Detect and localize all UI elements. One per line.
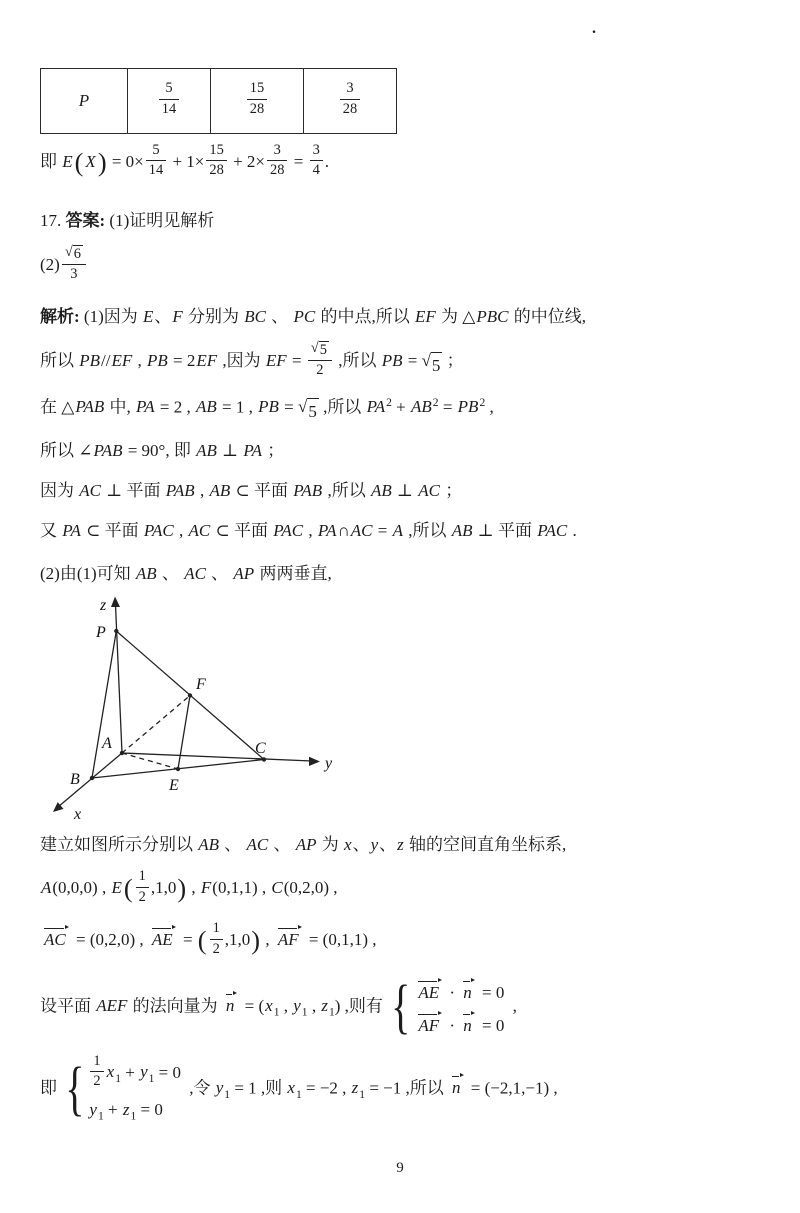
expectation-formula-line: 即 E( X) = 0× $\frac{5}{14}$ + 1× $\frac{15}{28}$ + 2× $\frac{3}{28}$ = $\frac{3}{4}$ .	[40, 142, 330, 179]
vertex-dot-f	[188, 693, 192, 697]
math-vector: n	[225, 991, 238, 1016]
vertex-dot-c	[262, 757, 266, 761]
math-vector: AC	[43, 925, 69, 950]
dashed-af	[122, 696, 190, 754]
coordinate-system-line: 建立如图所示分别以 AB 、 AC 、 AP 为 x、y、z 轴的空间直角坐标系,	[40, 835, 567, 855]
math-fraction: $\frac{5}{14}$	[159, 80, 179, 118]
label-point-c: C	[255, 740, 266, 758]
y-arrowhead	[309, 757, 320, 766]
math-fraction: $\frac{3}{28}$	[267, 142, 287, 180]
vertex-dot-a	[120, 751, 124, 755]
page-number: 9	[396, 1160, 404, 1176]
math-vector: AF	[417, 1011, 442, 1036]
table-row	[41, 69, 397, 134]
geometry-diagram	[42, 593, 372, 828]
math-fraction: $\frac{15}{28}$	[206, 142, 226, 180]
label-point-a: A	[102, 735, 112, 753]
probability-table	[40, 68, 397, 134]
table-cell-2	[211, 69, 304, 134]
y-axis	[122, 753, 312, 761]
math-fraction: √ $\frac{5}{2}$	[308, 340, 332, 380]
table-cell-3	[304, 69, 397, 134]
label-x-axis: x	[74, 806, 82, 824]
variable-p: P	[78, 91, 90, 110]
math-fraction: $\frac{1}{2}$	[210, 920, 223, 958]
math-vector: n	[462, 1011, 475, 1036]
angle-pab-line: 所以 ∠PAB = 90°, 即 AB ⊥ PA ；	[40, 440, 285, 460]
math-sqrt: √ 5	[422, 352, 443, 379]
math-fraction: $\frac{5}{14}$	[146, 142, 166, 180]
math-fraction: √ $\frac{6}{3}$	[62, 244, 86, 284]
math-sqrt: √ 6	[65, 245, 83, 263]
table-header-cell	[41, 69, 128, 134]
math-cases: { $\frac{1}{2}$ $x_1 + y_1 = 0$ $y_1 + z_1 = 0$	[65, 1055, 181, 1124]
segment-fe	[178, 696, 190, 770]
math-cases: { AE · n = 0 AF · n = 0	[391, 978, 504, 1037]
vector-coordinates-line: AC = (0,2,0) , AE = ( $\frac{1}{2}$ ,1,0) , AF = (0,1,1) ,	[44, 920, 377, 957]
normal-vector-line: 设平面 AEF 的法向量为 $n = (x_1$ , $y_1$ , $z_1$) ,则有 { AE · n = 0 AF · n = 0 ,	[40, 978, 760, 1037]
math-fraction: $\frac{3}{4}$	[310, 142, 323, 180]
label-z-axis: z	[100, 597, 107, 615]
table-cell-1	[128, 69, 211, 134]
vertex-dot-e	[176, 767, 180, 771]
label-point-b: B	[70, 771, 80, 789]
math-vector: AF	[277, 925, 302, 950]
vertex-dot-p	[114, 629, 118, 633]
label-point-p: P	[96, 624, 106, 642]
math-vector: AE	[417, 978, 442, 1003]
math-fraction: { $\frac{1}{2}$	[90, 1053, 103, 1091]
math-sqrt: √ 5	[298, 398, 319, 425]
x-axis	[58, 753, 122, 807]
math-fraction: $\frac{15}{28}$	[247, 80, 267, 118]
math-vector: AE	[151, 925, 176, 950]
analysis-midline-line: 解析: (1)因为 E、F 分别为 BC 、 PC 的中点,所以 EF 为 △PBC 的中位线,	[40, 306, 586, 326]
point-coordinates-line: A(0,0,0) , E( $\frac{1}{2}$ ,1,0) , F(0,1,1) , C(0,2,0) ,	[41, 868, 338, 905]
z-axis	[116, 605, 123, 753]
label-point-e: E	[169, 777, 179, 795]
triangle-pab-line: 在 △PAB 中, PA = 2 , AB = 1 , PB = √ 5 ,所以 $PA^2 + AB^2 = PB^2$ ,	[40, 394, 760, 426]
question-17-answer-line: 17. 答案: (1)证明见解析	[40, 210, 215, 230]
math-vector: n	[451, 1073, 464, 1098]
math-vector: n	[462, 978, 475, 1003]
ac-perpendicular-plane-line: 因为 AC ⊥ 平面 PAB , AB ⊂ 平面 PAB ,所以 AB ⊥ AC ；	[40, 481, 463, 501]
pb-parallel-ef-line: 所以 PB//EF , PB = 2EF ,因为 EF = √ $\frac{5}{2}$ ,所以 PB = √ 5 ；	[40, 342, 760, 382]
part2-answer-line: (2) √ $\frac{6}{3}$	[40, 246, 760, 286]
stray-dot: .	[592, 20, 596, 37]
math-fraction: $\frac{3}{28}$	[340, 80, 360, 118]
label-y-axis: y	[325, 755, 333, 773]
label-point-f: F	[196, 676, 206, 694]
z-arrowhead	[111, 597, 120, 608]
math-fraction: $\frac{1}{2}$	[136, 868, 149, 906]
part2-intro-line: (2)由(1)可知 AB 、 AC 、 AP 两两垂直,	[40, 563, 332, 583]
ab-perpendicular-plane-line: 又 PA ⊂ 平面 PAC , AC ⊂ 平面 PAC , PA∩AC = A ,所以 AB ⊥ 平面 PAC .	[40, 521, 577, 541]
solve-normal-line: 即 { $\frac{1}{2}$ $x_1 + y_1 = 0$ $y_1 + z_1 = 0$ ,令 $y_1 = 1$ ,则 $x_1 = -2$ , $z_1 = -1$ ,所以 n = (−2,1,−1) ,	[40, 1055, 760, 1124]
math-sqrt: √ 5	[311, 341, 329, 359]
edge-pb	[92, 631, 116, 778]
vertex-dot-b	[90, 776, 94, 780]
